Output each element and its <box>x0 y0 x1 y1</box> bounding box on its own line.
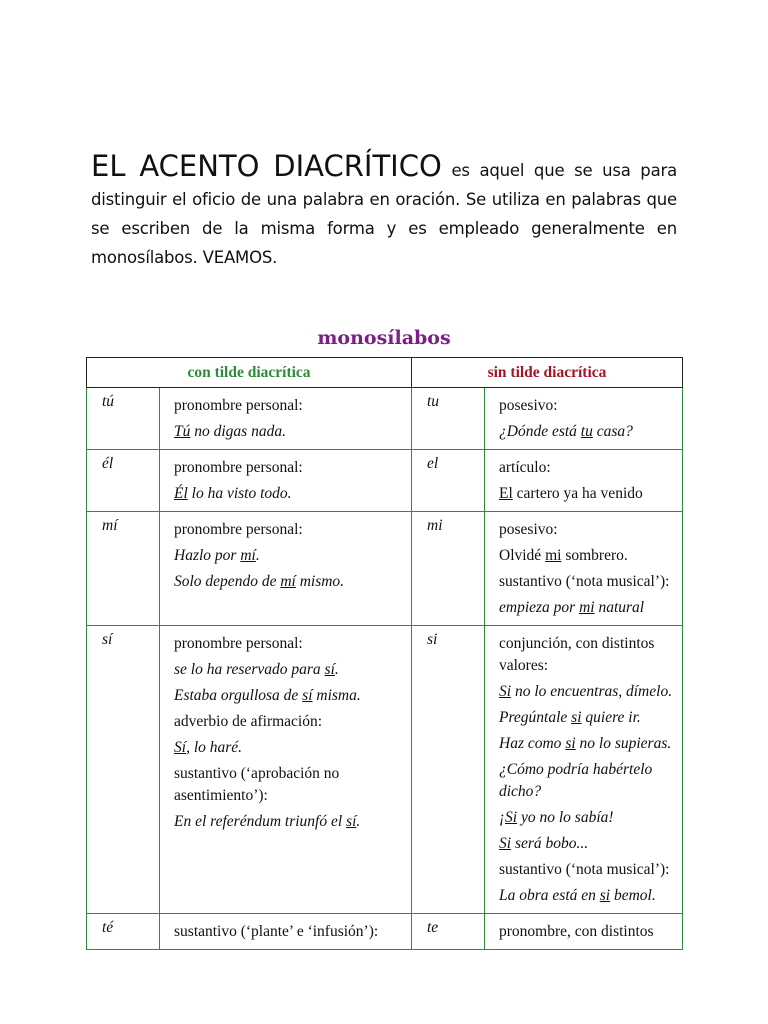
cell-line <box>174 543 411 569</box>
intro-text: es aquel que se usa para distinguir el oficio de una palabra en oración. Se utiliza en palabras que se escriben de la misma forma y es empleado generalmente en monosílabos. VEAMOS. <box>91 161 677 267</box>
example-word: mí <box>280 573 296 590</box>
cell-line <box>499 705 682 731</box>
example-word: Tú <box>174 423 191 440</box>
sin-tilde-description <box>485 626 683 914</box>
example-word: si <box>565 735 576 752</box>
cell-line <box>499 569 682 595</box>
text-fragment: sombrero. <box>561 547 628 564</box>
cell-line <box>174 809 411 835</box>
intro-title: EL ACENTO DIACRÍTICO <box>91 149 442 183</box>
example-word: sí <box>302 687 313 704</box>
text-fragment: pronombre, con distintos <box>499 923 654 940</box>
cell-line <box>499 883 682 909</box>
text-fragment: quiere ir. <box>581 709 641 726</box>
cell-line <box>174 517 411 543</box>
example-word: Sí <box>174 739 187 756</box>
example-word: Si <box>505 809 518 826</box>
text-fragment: Hazlo por <box>174 547 241 564</box>
cell-line <box>174 657 411 683</box>
text-fragment: artículo: <box>499 459 551 476</box>
con-tilde-description <box>160 388 412 450</box>
cell-line <box>174 393 411 419</box>
example-word: El <box>499 485 513 502</box>
text-fragment: . <box>255 547 260 564</box>
text-fragment: se lo ha reservado para <box>174 661 325 678</box>
text-fragment: sustantivo (‘plante’ e ‘infusión’): <box>174 923 379 940</box>
sin-tilde-description <box>485 388 683 450</box>
text-fragment: ¡ <box>499 809 506 826</box>
example-word: Él <box>174 485 188 502</box>
cell-line <box>499 543 682 569</box>
text-fragment: empieza por <box>499 599 580 616</box>
cell-line <box>174 481 411 507</box>
con-tilde-word: sí <box>87 626 160 914</box>
con-tilde-word: mí <box>87 512 160 626</box>
sin-tilde-word: te <box>412 914 485 950</box>
text-fragment: natural <box>594 599 645 616</box>
cell-line <box>499 759 682 803</box>
example-word: sí <box>346 813 357 830</box>
text-fragment: sustantivo (‘nota musical’): <box>499 861 670 878</box>
text-fragment: será bobo... <box>511 835 589 852</box>
cell-line <box>174 709 411 735</box>
text-fragment: sustantivo (‘aprobación no asentimiento’): <box>174 765 340 804</box>
table-header-row <box>87 358 683 388</box>
text-fragment: Olvidé <box>499 547 546 564</box>
example-word: si <box>571 709 582 726</box>
table-row <box>87 512 683 626</box>
example-word: sí <box>324 661 335 678</box>
sin-tilde-description <box>485 512 683 626</box>
table-row <box>87 626 683 914</box>
text-fragment: cartero ya ha venido <box>512 485 643 502</box>
cell-line <box>499 481 682 507</box>
table-caption: monosílabos <box>317 327 451 349</box>
text-fragment: , lo haré. <box>186 739 243 756</box>
sin-tilde-word: si <box>412 626 485 914</box>
cell-line <box>499 595 682 621</box>
cell-line <box>174 919 411 945</box>
text-fragment: posesivo: <box>499 521 558 538</box>
cell-line <box>174 455 411 481</box>
example-word: Si <box>499 835 512 852</box>
con-tilde-description <box>160 450 412 512</box>
cell-line <box>499 679 682 705</box>
sin-tilde-word: el <box>412 450 485 512</box>
cell-line <box>499 919 682 945</box>
con-tilde-description <box>160 626 412 914</box>
text-fragment: . <box>334 661 339 678</box>
text-fragment: sustantivo (‘nota musical’): <box>499 573 670 590</box>
monosyllables-table <box>86 357 683 950</box>
text-fragment: La obra está en <box>499 887 600 904</box>
header-sin-tilde: sin tilde diacrítica <box>412 358 683 388</box>
text-fragment: pronombre personal: <box>174 397 303 414</box>
text-fragment: bemol. <box>610 887 656 904</box>
con-tilde-word: él <box>87 450 160 512</box>
text-fragment: Pregúntale <box>499 709 572 726</box>
cell-line <box>174 569 411 595</box>
cell-line <box>174 763 411 807</box>
text-fragment: Solo dependo de <box>174 573 281 590</box>
cell-line <box>499 731 682 757</box>
text-fragment: . <box>356 813 361 830</box>
con-tilde-word: té <box>87 914 160 950</box>
cell-line <box>499 831 682 857</box>
example-word: tu <box>580 423 593 440</box>
text-fragment: Haz como <box>499 735 566 752</box>
cell-line <box>499 517 682 543</box>
text-fragment: pronombre personal: <box>174 521 303 538</box>
intro-paragraph <box>91 149 677 272</box>
example-word: mi <box>545 547 562 564</box>
cell-line <box>174 419 411 445</box>
cell-line <box>499 805 682 831</box>
text-fragment: no lo supieras. <box>575 735 672 752</box>
sin-tilde-description <box>485 914 683 950</box>
example-word: si <box>599 887 611 904</box>
cell-line <box>499 419 682 445</box>
text-fragment: Estaba orgullosa de <box>174 687 303 704</box>
text-fragment: En el referéndum triunfó el <box>174 813 347 830</box>
text-fragment: misma. <box>312 687 361 704</box>
cell-line <box>499 857 682 883</box>
header-con-tilde: con tilde diacrítica <box>87 358 412 388</box>
table-row <box>87 388 683 450</box>
cell-line <box>499 393 682 419</box>
text-fragment: lo ha visto todo. <box>187 485 292 502</box>
example-word: mi <box>579 599 595 616</box>
example-word: mí <box>240 547 256 564</box>
con-tilde-word: tú <box>87 388 160 450</box>
cell-line <box>499 633 682 677</box>
con-tilde-description <box>160 512 412 626</box>
text-fragment: mismo. <box>295 573 345 590</box>
text-fragment: yo no lo sabía! <box>517 809 614 826</box>
text-fragment: posesivo: <box>499 397 558 414</box>
sin-tilde-word: tu <box>412 388 485 450</box>
con-tilde-description <box>160 914 412 950</box>
text-fragment: ¿Dónde está <box>499 423 581 440</box>
example-word: Si <box>499 683 512 700</box>
table-row <box>87 914 683 950</box>
sin-tilde-description <box>485 450 683 512</box>
text-fragment: conjunción, con distintos valores: <box>499 635 655 674</box>
cell-line <box>499 455 682 481</box>
text-fragment: ¿Cómo podría habértelo dicho? <box>499 761 653 800</box>
text-fragment: pronombre personal: <box>174 635 303 652</box>
text-fragment: no digas nada. <box>190 423 286 440</box>
table-row <box>87 450 683 512</box>
text-fragment: pronombre personal: <box>174 459 303 476</box>
cell-line <box>174 735 411 761</box>
cell-line <box>174 683 411 709</box>
cell-line <box>174 631 411 657</box>
text-fragment: adverbio de afirmación: <box>174 713 323 730</box>
sin-tilde-word: mi <box>412 512 485 626</box>
text-fragment: casa? <box>592 423 633 440</box>
text-fragment: no lo encuentras, dímelo. <box>511 683 673 700</box>
